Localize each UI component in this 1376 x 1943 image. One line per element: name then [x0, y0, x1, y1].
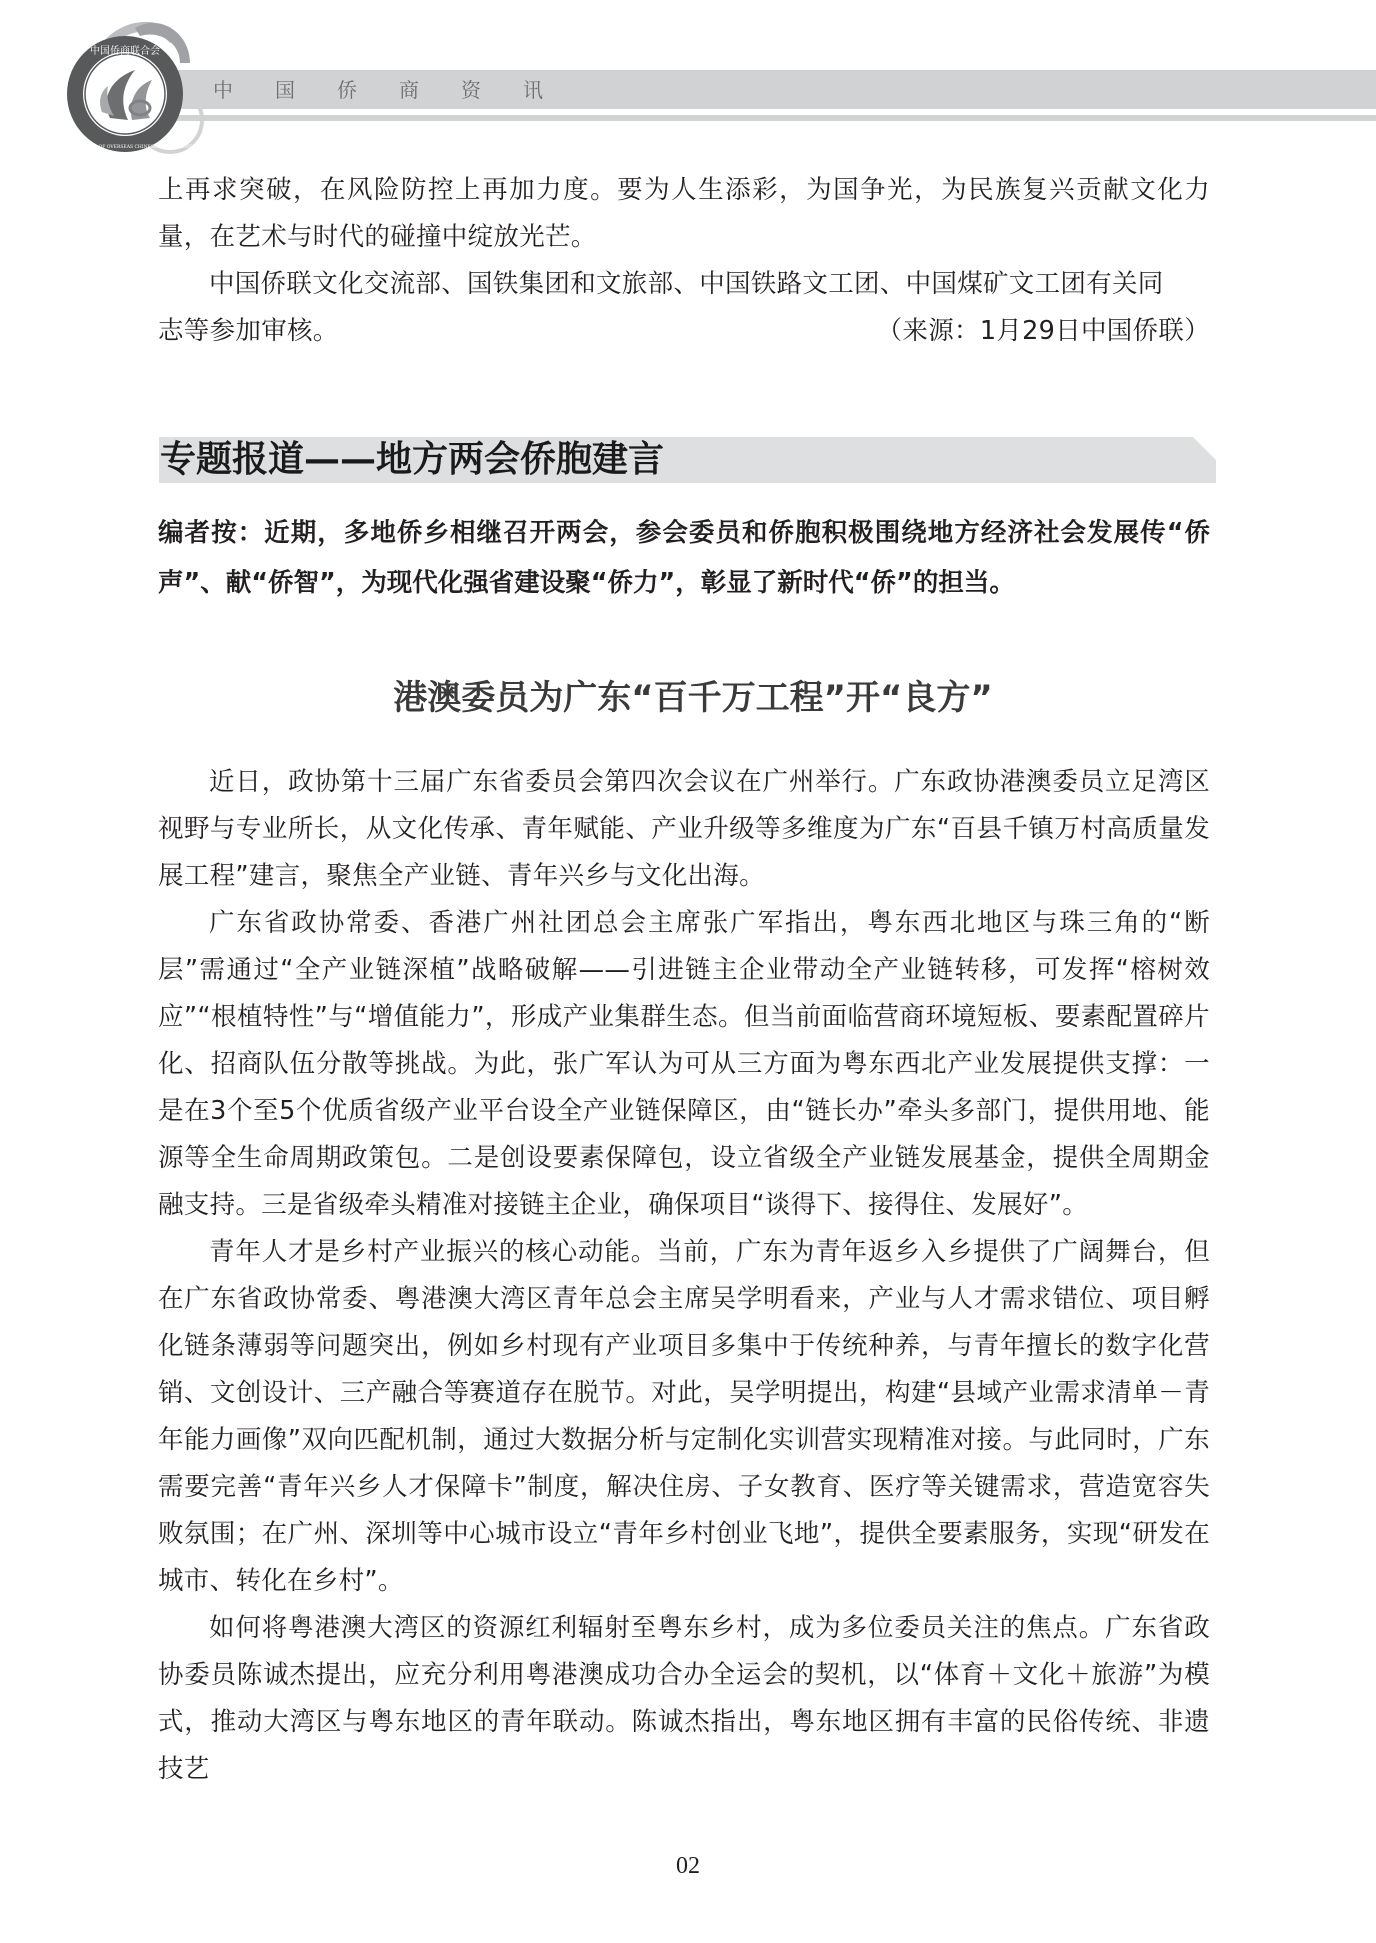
previous-article-tail [158, 167, 1210, 355]
article-paragraph: 青年人才是乡村产业振兴的核心动能。当前，广东为青年返乡入乡提供了广阔舞台，但在广东省政协常委、粤港澳大湾区青年总会主席吴学明看来，产业与人才需求错位、项目孵化链条薄弱等问题突出，例如乡村现有产业项目多集中于传统种养，与青年擅长的数字化营销、文创设计、三产融合等赛道存在脱节。对此，吴学明提出，构建“县域产业需求清单－青年能力画像”双向匹配机制，通过大数据分析与定制化实训营实现精准对接。与此同时，广东需要完善“青年兴乡人才保障卡”制度，解决住房、子女教育、医疗等关键需求，营造宽容失败氛围；在广州、深圳等中心城市设立“青年乡村创业飞地”，提供全要素服务，实现“研发在城市、转化在乡村”。 [158, 1237, 1210, 1596]
publication-title: 中国侨商资讯 [213, 78, 585, 102]
source-citation: （来源：1月29日中国侨联） [876, 316, 1210, 346]
section-title: 专题报道——地方两会侨胞建言 [160, 438, 665, 480]
emblem-chinese-name: 中国侨商联合会 [90, 46, 160, 57]
source-line [158, 308, 1210, 355]
header-rule [145, 115, 1376, 121]
article-paragraph: 广东省政协常委、香港广州社团总会主席张广军指出，粤东西北地区与珠三角的“断层”需通过“全产业链深植”战略破解——引进链主企业带动全产业链转移，可发挥“榕树效应”“根植特性”与“增值能力”，形成产业集群生态。但当前面临营商环境短板、要素配置碎片化、招商队伍分散等挑战。为此，张广军认为可从三方面为粤东西北产业发展提供支撑：一是在3个至5个优质省级产业平台设全产业链保障区，由“链长办”牵头多部门，提供用地、能源等全生命周期政策包。二是创设要素保障包，设立省级全产业链发展基金，提供全周期金融支持。三是省级牵头精准对接链主企业，确保项目“谈得下、接得住、发展好”。 [158, 908, 1210, 1220]
previous-article-paragraph-line: 中国侨联文化交流部、国铁集团和文旅部、中国铁路文工团、中国煤矿文工团有关同 [209, 269, 1164, 299]
editor-note: 编者按：近期，多地侨乡相继召开两会，参会委员和侨胞积极围绕地方经济社会发展传“侨声”、献“侨智”，为现代化强省建设聚“侨力”，彰显了新时代“侨”的担当。 [158, 518, 1210, 598]
federation-emblem-icon [40, 8, 210, 158]
article-body [158, 759, 1210, 1793]
article-paragraph: 近日，政协第十三届广东省委员会第四次会议在广州举行。广东政协港澳委员立足湾区视野与专业所长，从文化传承、青年赋能、产业升级等多维度为广东“百县千镇万村高质量发展工程”建言，聚焦全产业链、青年兴乡与文化出海。 [158, 767, 1210, 891]
previous-article-paragraph-end: 志等参加审核。 [158, 316, 339, 346]
page-number: 02 [676, 1853, 700, 1879]
article-title: 港澳委员为广东“百千万工程”开“良方” [393, 678, 993, 718]
emblem-english-name: CHINA FEDERATION OF OVERSEAS CHINESE ENTREPRENEURS [47, 145, 203, 150]
article-paragraph: 如何将粤港澳大湾区的资源红利辐射至粤东乡村，成为多位委员关注的焦点。广东省政协委员陈诚杰提出，应充分利用粤港澳成功合办全运会的契机，以“体育＋文化＋旅游”为模式，推动大湾区与粤东地区的青年联动。陈诚杰指出，粤东地区拥有丰富的民俗传统、非遗技艺 [158, 1613, 1210, 1784]
previous-article-paragraph: 上再求突破，在风险防控上再加力度。要为人生添彩，为国争光，为民族复兴贡献文化力量，在艺术与时代的碰撞中绽放光芒。 [158, 175, 1210, 252]
